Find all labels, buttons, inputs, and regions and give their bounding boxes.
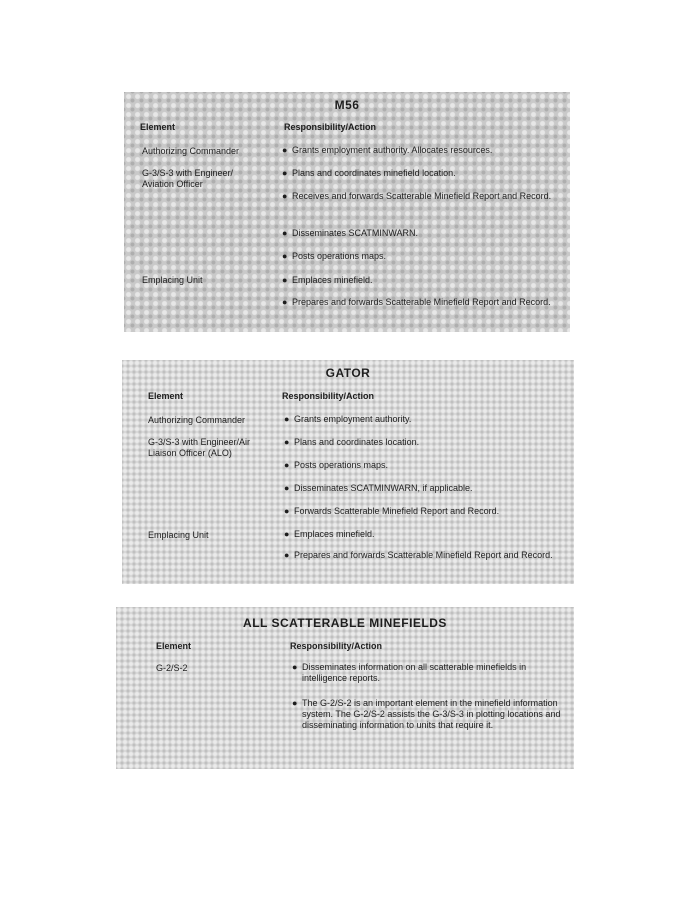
element-label: G-2/S-2 [156,663,188,673]
action-item [282,297,562,308]
element-column-header: Element [148,391,184,401]
bullet-icon: ● [284,529,290,539]
panel-title: M56 [334,98,360,112]
element-label: Authorizing Commander [148,415,246,425]
element-column-header: Element [140,122,176,132]
action-text: The G-2/S-2 is an important element in the minefield information system. The G-2/S-2 assists the G-3/S-3 in plotting locations and disseminating information to units that require it. [302,698,561,730]
bullet-icon: ● [284,506,290,516]
gator-panel [122,360,574,584]
bullet-icon: ● [282,145,288,155]
action-text: Disseminates SCATMINWARN. [292,228,419,238]
action-item [284,460,566,471]
action-item [282,228,562,239]
element-column-header: Element [156,641,192,651]
element-label: Authorizing Commander [142,146,240,156]
element-label: G-3/S-3 with Engineer/ Aviation Officer [142,168,234,189]
bullet-icon: ● [284,460,290,470]
element-label: G-3/S-3 with Engineer/Air Liaison Officer (ALO) [148,437,251,458]
panel-title: ALL SCATTERABLE MINEFIELDS [243,616,447,630]
action-item [292,698,564,731]
action-text: Receives and forwards Scatterable Minefield Report and Record. [292,191,552,201]
action-text: Posts operations maps. [294,460,389,470]
action-item [282,275,562,286]
action-item [284,506,566,517]
panel-title: GATOR [325,366,371,380]
action-item [282,168,562,179]
bullet-icon: ● [292,698,298,708]
action-text: Emplaces minefield. [292,275,373,285]
action-text: Forwards Scatterable Minefield Report and Record. [294,506,500,516]
bullet-icon: ● [284,437,290,447]
bullet-icon: ● [282,168,288,178]
action-column-header: Responsibility/Action [290,641,383,651]
action-text: Disseminates SCATMINWARN, if applicable. [294,483,473,493]
bullet-icon: ● [284,414,290,424]
action-column-header: Responsibility/Action [284,122,377,132]
action-text: Disseminates information on all scatterable minefields in intelligence reports. [302,662,527,683]
action-text: Prepares and forwards Scatterable Minefield Report and Record. [294,550,553,560]
action-text: Grants employment authority. Allocates resources. [292,145,493,155]
action-text: Grants employment authority. [294,414,412,424]
action-item [284,414,566,425]
bullet-icon: ● [282,228,288,238]
action-text: Emplaces minefield. [294,529,375,539]
action-text: Prepares and forwards Scatterable Minefield Report and Record. [292,297,551,307]
action-item [284,483,566,494]
action-item [282,145,562,156]
all-scatterable-minefields-panel [116,607,574,769]
bullet-icon: ● [284,550,290,560]
bullet-icon: ● [282,191,288,201]
action-item [284,529,566,540]
element-label: Emplacing Unit [142,275,203,285]
action-item [284,550,566,561]
action-text: Plans and coordinates minefield location. [292,168,456,178]
action-item [282,251,562,262]
action-item [284,437,566,448]
bullet-icon: ● [284,483,290,493]
m56-panel [124,92,570,332]
action-item [292,662,564,684]
action-text: Plans and coordinates location. [294,437,420,447]
bullet-icon: ● [282,275,288,285]
action-text: Posts operations maps. [292,251,387,261]
action-column-header: Responsibility/Action [282,391,375,401]
bullet-icon: ● [282,251,288,261]
bullet-icon: ● [292,662,298,672]
element-label: Emplacing Unit [148,530,209,540]
action-item [282,191,562,202]
bullet-icon: ● [282,297,288,307]
